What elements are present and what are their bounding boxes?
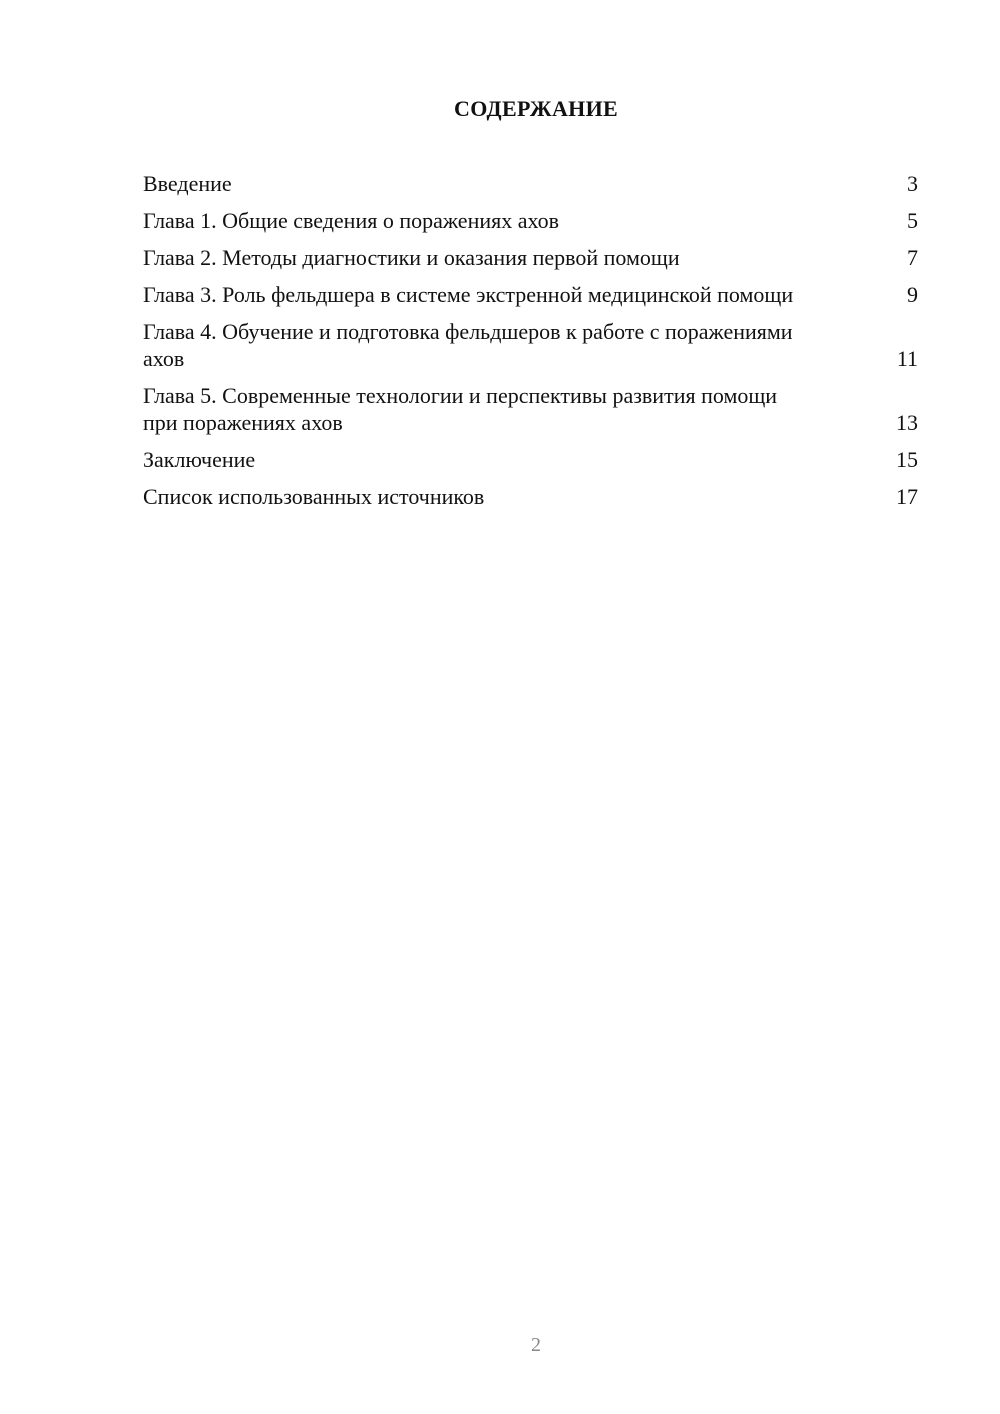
toc-entry [143, 170, 918, 197]
toc-entry-page: 5 [907, 208, 918, 233]
page-number: 2 [531, 1334, 541, 1356]
toc-entry-text: Глава 3. Роль фельдшера в системе экстренной медицинской помощи [143, 282, 794, 307]
toc-entry-text: Глава 5. Современные технологии и перспективы развития помощи при поражениях ахов [143, 383, 778, 435]
toc-entry-page: 13 [896, 410, 918, 435]
toc-entry [143, 244, 918, 271]
toc-entry [143, 207, 918, 234]
toc-entry-text: Глава 4. Обучение и подготовка фельдшеров к работе с поражениями ахов [143, 319, 793, 371]
toc-entry [143, 281, 918, 308]
toc-entry-page: 3 [907, 171, 918, 196]
toc-entry-text: Список использованных источников [143, 484, 485, 509]
toc-entry-text: Глава 1. Общие сведения о поражениях ахов [143, 208, 560, 233]
toc-list [143, 170, 918, 520]
toc-entry-page: 15 [896, 447, 918, 472]
toc-entry [143, 483, 918, 510]
toc-entry-page: 9 [907, 282, 918, 307]
toc-entry-text: Глава 2. Методы диагностики и оказания первой помощи [143, 245, 680, 270]
toc-entry-page: 17 [896, 484, 918, 509]
toc-entry [143, 382, 918, 436]
toc-title: СОДЕРЖАНИЕ [454, 96, 618, 121]
toc-entry-text: Введение [143, 171, 232, 196]
toc-entry [143, 318, 918, 372]
toc-entry [143, 446, 918, 473]
toc-entry-text: Заключение [143, 447, 256, 472]
toc-entry-page: 11 [896, 346, 918, 371]
toc-entry-page: 7 [907, 245, 918, 270]
